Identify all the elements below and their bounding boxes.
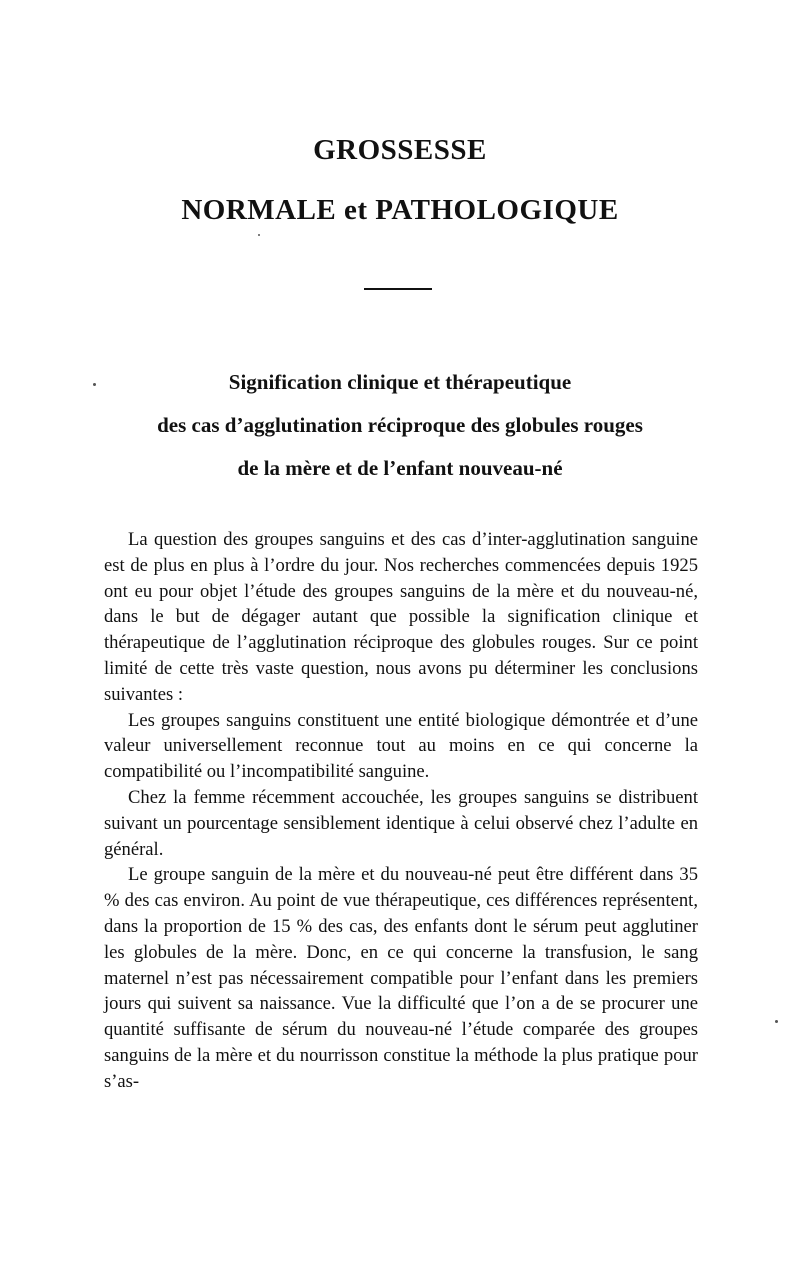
scan-speck <box>258 234 260 236</box>
section-subtitle-line-3: de la mère et de l’enfant nouveau-né <box>237 456 563 480</box>
section-subtitle-line-2: des cas d’agglutination réciproque des globules rouges <box>157 413 643 437</box>
paragraph-difference: Le groupe sanguin de la mère et du nouveau-né peut être différent dans 35 % des cas environ. Au point de vue thérapeutique, ces différences représentent, dans la proportion de 15 % des cas, des enfants dont le sérum peut agglutiner les globules de la mère. Donc, en ce qui concerne la transfusion, le sang maternel n’est pas nécessairement compatible pour l’enfant dans les premiers jours qui suivent sa naissance. Vue la difficulté que l’on a de se procurer une quantité suffisante de sérum du nouveau-né l’étude comparée des groupes sanguins de la mère et du nourrisson constitue la méthode la plus pratique pour s’as- <box>104 864 698 1092</box>
scan-speck <box>93 383 96 386</box>
page-title-line-2: NORMALE et PATHOLOGIQUE <box>181 194 619 226</box>
paragraph-mother: Chez la femme récemment accouchée, les groupes sanguins se distribuent suivant un pourcentage sensiblement identique à celui observé chez l’adulte en général. <box>104 786 698 860</box>
title-divider <box>364 288 432 290</box>
scan-speck <box>775 1020 778 1023</box>
page-title-line-1: GROSSESSE <box>313 134 487 166</box>
paragraph-intro: La question des groupes sanguins et des cas d’inter-agglutination sanguine est de plus en plus à l’ordre du jour. Nos recherches commencées depuis 1925 ont eu pour objet l’étude des groupes sanguins de la mère et du nouveau-né, dans le but de dégager autant que possible la signification clinique et thérapeutique de l’agglutination réciproque des globules rouges. Sur ce point limité de cette très vaste question, nous avons pu déterminer les conclusions suivantes : <box>104 529 698 705</box>
section-subtitle-line-1: Signification clinique et thérapeutique <box>228 370 572 394</box>
paragraph-groups: Les groupes sanguins constituent une entité biologique démontrée et d’une valeur universellement reconnue tout au moins en ce qui concerne la compatibilité ou l’incompatibilité sanguine. <box>104 709 698 783</box>
article-body <box>104 527 698 1095</box>
